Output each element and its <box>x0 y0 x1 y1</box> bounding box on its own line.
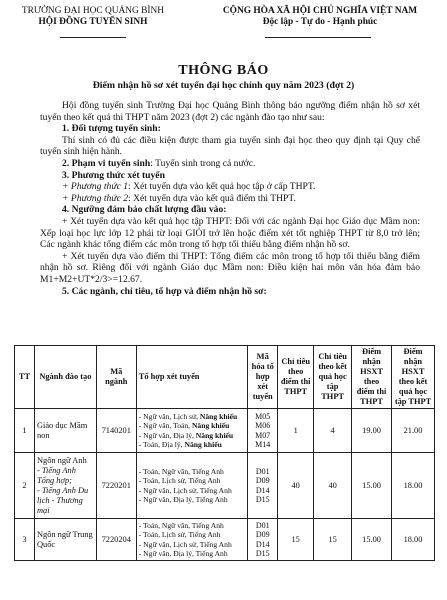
section-4-title: 4. Ngưỡng đảm bảo chất lượng đầu vào: <box>62 204 227 216</box>
combo-item <box>139 431 246 440</box>
row-quota-record: 40 <box>314 453 352 519</box>
combo-item: - Toán, Lịch sử, Tiếng Anh <box>138 530 221 540</box>
intro-paragraph: Hội đồng tuyển sinh Trường Đại học Quảng Bình thông báo ngưỡng điểm nhận hồ sơ xét tuyển theo kết quả thi THPT năm 2023 (đợt 2) các ngành đào tạo như sau: <box>40 100 420 123</box>
combo-item: - Ngữ văn, Lịch sử, Tiếng Anh <box>138 539 232 549</box>
combo-code: D15 <box>255 549 270 558</box>
combo-code: M06 <box>255 421 271 430</box>
col-header-tt: TT <box>15 346 35 409</box>
row-score-record: 18.00 <box>392 519 435 561</box>
combo-code: D09 <box>255 530 270 539</box>
col-header-major-code: Mã ngành <box>96 346 136 409</box>
row-combo-codes <box>248 519 278 561</box>
section-4-paragraph-1: + Xét tuyển dựa vào kết quả học tập THPT: Đối với các ngành Đại học Giáo dục Mầm non: Xếp loại học lực lớp 12 phải từ loại GIỎI trở lên hoặc điểm xét tốt nghiệp THPT từ 8,0 trở lên; Các ngành khác tổng điểm các môn trong tổ hợp tối thiểu bằng điểm nhận hồ sơ. <box>40 215 420 251</box>
combo-item: - Toán, Ngữ văn, Tiếng Anh <box>138 466 224 476</box>
major-track: - Tiếng Anh Tổng hợp; <box>36 465 76 485</box>
col-header-score-exam: Điểm nhận HSXT theo điểm thi THPT <box>352 346 392 409</box>
row-tt: 3 <box>15 519 35 561</box>
combo-code: D14 <box>255 485 270 495</box>
row-tt: 2 <box>15 453 35 519</box>
country-name: CỘNG HÒA XÃ HỘI CHỦ NGHĨA VIỆT NAM <box>222 6 418 16</box>
row-score-record: 21.00 <box>392 409 435 453</box>
combo-aptitude: Năng khiếu <box>184 439 222 449</box>
combo-aptitude: Năng khiếu <box>199 411 238 421</box>
combo-item <box>139 421 246 430</box>
header-right-rule <box>265 37 371 38</box>
row-tt: 1 <box>15 409 35 453</box>
combo-text: - Ngữ văn, Lịch sử, <box>138 411 200 421</box>
section-4-paragraph-2: + Xét tuyển dựa vào điểm thi THPT: Tổng điểm các môn trong tổ hợp tối thiểu bằng điểm nhận hồ sơ. Riêng đối với ngành Giáo dục Mầm non: Điều kiện hai môn văn hóa đảm bảo M1+M2+UT*2/3>=12.67. <box>40 250 420 285</box>
major-name: Ngôn ngữ Anh <box>36 455 87 465</box>
method-1-text: : Xét tuyển dựa vào kết quả học tập ở cấp THPT. <box>128 181 316 193</box>
section-1-text: Thí sinh có đủ các điều kiện được tham gia tuyển sinh đại học theo quy định tại Quy chế tuyển sinh hiện hành. <box>40 134 420 158</box>
table-header-row <box>15 346 435 409</box>
method-1 <box>40 181 420 193</box>
combo-text: - Toán, Địa lý, <box>138 439 185 449</box>
notice-body <box>40 100 420 297</box>
col-header-score-record: Điểm nhận HSXT theo kết quả học tập THPT <box>392 346 435 409</box>
row-score-exam: 15.00 <box>352 453 392 519</box>
row-major-code: 7140201 <box>96 409 136 453</box>
combo-aptitude: Năng khiếu <box>191 421 230 431</box>
method-2-label: + Phương thức 2 <box>62 192 129 204</box>
col-header-major: Ngành đào tạo <box>34 346 96 409</box>
method-2 <box>40 193 420 205</box>
table-row <box>15 409 435 453</box>
page-subtitle: Điểm nhận hồ sơ xét tuyển đại học chính quy năm 2023 (đợt 2) <box>92 80 355 91</box>
row-score-exam: 15.00 <box>352 519 392 561</box>
row-combos <box>136 453 248 519</box>
section-2 <box>40 158 420 170</box>
combo-item <box>139 440 246 449</box>
row-quota-record: 15 <box>314 519 352 561</box>
table-row <box>15 453 435 519</box>
header-left-rule <box>60 37 126 38</box>
row-quota-record: 4 <box>314 409 352 453</box>
combo-code: D09 <box>255 476 270 485</box>
combo-code: D14 <box>255 539 270 549</box>
row-score-exam: 19.00 <box>352 409 392 453</box>
combo-text: - Ngữ văn, Toán, <box>138 421 192 431</box>
section-5-title: 5. Các ngành, chỉ tiêu, tổ hợp và điểm nhận hồ sơ: <box>62 285 267 297</box>
page-title: THÔNG BÁO <box>178 63 269 78</box>
row-score-record: 18.00 <box>392 453 435 519</box>
combo-text: - Ngữ văn, Địa lý, <box>138 430 196 440</box>
section-3-title: 3. Phương thức xét tuyển <box>62 169 165 181</box>
national-motto-block <box>200 6 440 28</box>
section-2-text: : Tuyển sinh trong cả nước. <box>150 157 256 169</box>
university-name: TRƯỜNG ĐẠI HỌC QUẢNG BÌNH <box>21 6 165 16</box>
method-2-text: : Xét tuyển dựa vào kết quả điểm thi THPT. <box>128 192 296 204</box>
method-1-label: + Phương thức 1 <box>62 181 129 193</box>
col-header-combos: Tổ hợp xét tuyển <box>136 346 248 409</box>
combo-item: - Ngữ văn, Địa lý, Tiếng Anh <box>138 548 228 558</box>
combo-code: D15 <box>255 495 270 504</box>
combo-code: D01 <box>255 466 270 476</box>
row-major: Ngôn ngữ Trung Quốc <box>34 519 96 561</box>
row-combos <box>136 519 248 561</box>
combo-aptitude: Năng khiếu <box>195 430 234 440</box>
row-major <box>34 453 96 519</box>
combo-item: - Toán, Lịch sử, Tiếng Anh <box>138 476 221 486</box>
combo-item: - Ngữ văn, Lịch sử, Tiếng Anh <box>138 485 232 495</box>
combo-code: M05 <box>255 411 271 421</box>
row-combos <box>136 409 248 453</box>
combo-item: - Ngữ văn, Địa lý, Tiếng Anh <box>138 494 228 504</box>
combo-code: M07 <box>255 430 271 440</box>
section-2-title: 2. Phạm vi tuyển sinh <box>62 157 151 169</box>
admission-table <box>14 345 435 561</box>
row-major-code: 7220204 <box>96 519 136 561</box>
combo-item: - Toán, Ngữ văn, Tiếng Anh <box>138 520 224 530</box>
row-major: Giáo dục Mầm non <box>34 409 96 453</box>
row-quota-exam: 1 <box>278 409 314 453</box>
col-header-combo-codes: Mã hóa tổ hợp xét tuyển <box>248 346 278 409</box>
col-header-quota-exam: Chỉ tiêu theo điểm thi THPT <box>278 346 314 409</box>
council-name: HỘI ĐỒNG TUYỂN SINH <box>38 17 148 27</box>
row-combo-codes <box>248 453 278 519</box>
combo-item <box>139 412 246 421</box>
combo-code: M14 <box>255 440 271 449</box>
row-quota-exam: 15 <box>278 519 314 561</box>
row-major-code: 7220201 <box>96 453 136 519</box>
table-row <box>15 519 435 561</box>
row-quota-exam: 40 <box>278 453 314 519</box>
section-1-title: 1. Đối tượng tuyển sinh: <box>62 123 161 135</box>
combo-code: D01 <box>255 520 270 530</box>
motto: Độc lập - Tự do - Hạnh phúc <box>262 17 378 27</box>
row-combo-codes <box>248 409 278 453</box>
document-header <box>0 6 447 40</box>
issuer-block <box>18 6 168 28</box>
col-header-quota-record: Chỉ tiêu theo kết quả học tập THPT <box>314 346 352 409</box>
major-track: - Tiếng Anh Du lịch - Thương mại <box>36 485 89 515</box>
